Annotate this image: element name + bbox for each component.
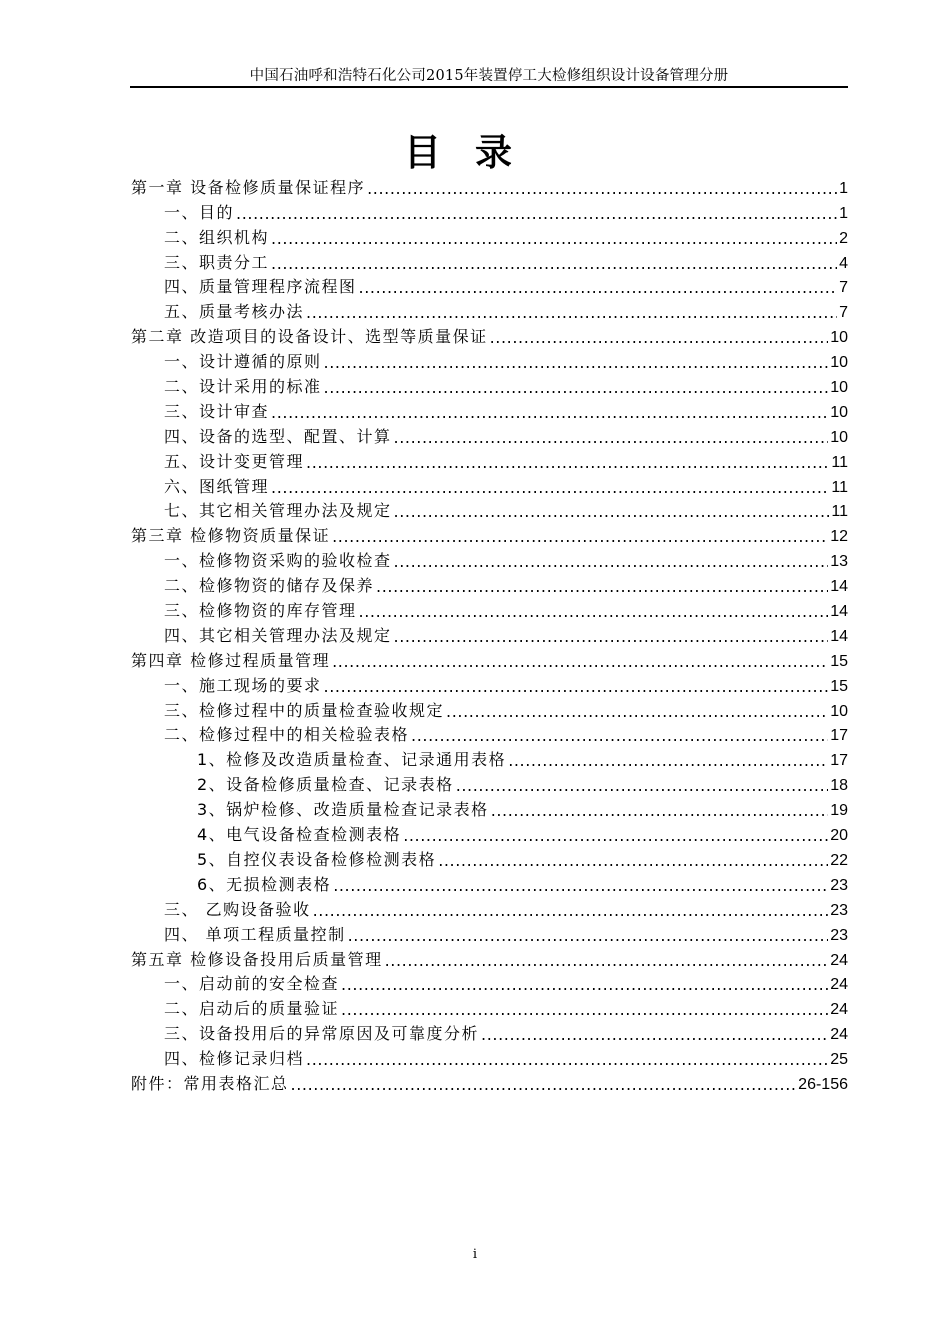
toc-entry[interactable] xyxy=(131,870,848,895)
toc-entry[interactable] xyxy=(131,273,848,298)
toc-dot-leader xyxy=(490,328,829,347)
toc-entry-title: 三、设备投用后的异常原因及可靠度分析 xyxy=(164,1024,480,1044)
toc-dot-leader xyxy=(332,652,828,671)
toc-entry-page: 26-156 xyxy=(798,1075,848,1093)
toc-entry-page: 11 xyxy=(831,478,848,496)
toc-dot-leader xyxy=(271,478,829,497)
toc-dot-leader xyxy=(411,726,828,745)
toc-dot-leader xyxy=(333,876,828,895)
toc-entry-title: 2、设备检修质量检查、记录表格 xyxy=(197,775,454,795)
toc-entry[interactable] xyxy=(131,422,848,447)
toc-entry-page: 23 xyxy=(830,926,848,944)
toc-entry[interactable] xyxy=(131,497,848,522)
toc-entry[interactable] xyxy=(131,970,848,995)
toc-entry-title: 二、设计采用的标准 xyxy=(164,377,322,397)
toc-entry[interactable] xyxy=(131,472,848,497)
toc-entry-page: 25 xyxy=(830,1051,848,1069)
toc-entry-page: 10 xyxy=(830,428,848,446)
toc-entry[interactable] xyxy=(131,994,848,1019)
toc-entry[interactable] xyxy=(131,297,848,322)
toc-entry-title: 四、设备的选型、配置、计算 xyxy=(164,426,392,446)
page-title: 目录 xyxy=(404,131,546,174)
toc-entry[interactable] xyxy=(131,546,848,571)
toc-entry-page: 7 xyxy=(839,304,848,322)
toc-entry-title: 一、检修物资采购的验收检查 xyxy=(164,551,392,571)
toc-dot-leader xyxy=(385,951,829,970)
toc-entry-page: 11 xyxy=(831,503,848,521)
toc-entry-page: 14 xyxy=(830,603,848,621)
toc-entry-title: 附件：常用表格汇总 xyxy=(131,1073,289,1093)
toc-entry-page: 10 xyxy=(830,329,848,347)
toc-dot-leader xyxy=(376,577,828,596)
toc-dot-leader xyxy=(359,278,838,297)
toc-entry-page: 12 xyxy=(830,528,848,546)
toc-entry-page: 22 xyxy=(830,851,848,869)
toc-entry[interactable] xyxy=(131,920,848,945)
toc-entry-page: 10 xyxy=(830,403,848,421)
toc-dot-leader xyxy=(306,1050,828,1069)
toc-dot-leader xyxy=(341,975,828,994)
toc-entry-page: 7 xyxy=(839,279,848,297)
toc-entry-title: 三、检修物资的库存管理 xyxy=(164,601,357,621)
toc-entry-page: 24 xyxy=(830,976,848,994)
toc-dot-leader xyxy=(291,1075,797,1094)
toc-entry-page: 15 xyxy=(830,652,848,670)
toc-entry-title: 四、检修记录归档 xyxy=(164,1049,305,1069)
toc-entry-title: 四、 单项工程质量控制 xyxy=(164,924,346,944)
toc-entry-page: 17 xyxy=(830,752,848,770)
toc-entry-title: 3、锅炉检修、改造质量检查记录表格 xyxy=(197,800,489,820)
toc-entry[interactable] xyxy=(131,372,848,397)
toc-entry-title: 二、启动后的质量验证 xyxy=(164,999,340,1019)
toc-dot-leader xyxy=(367,179,837,198)
toc-dot-leader xyxy=(313,901,829,920)
toc-entry-title: 四、质量管理程序流程图 xyxy=(164,277,357,297)
toc-entry-page: 4 xyxy=(839,254,848,272)
toc-entry[interactable] xyxy=(131,447,848,472)
toc-entry-title: 二、检修过程中的相关检验表格 xyxy=(164,725,410,745)
toc-entry-page: 1 xyxy=(839,179,848,197)
toc-dot-leader xyxy=(456,776,829,795)
toc-entry[interactable] xyxy=(131,721,848,746)
toc-dot-leader xyxy=(446,702,828,721)
toc-entry-page: 10 xyxy=(830,702,848,720)
toc-entry-page: 18 xyxy=(830,777,848,795)
toc-entry-page: 23 xyxy=(830,876,848,894)
toc-dot-leader xyxy=(324,378,829,397)
toc-dot-leader xyxy=(403,826,828,845)
toc-entry-title: 第一章 设备检修质量保证程序 xyxy=(131,177,366,197)
toc-entry[interactable] xyxy=(131,198,848,223)
toc-entry-page: 24 xyxy=(830,951,848,969)
toc-entry-title: 一、施工现场的要求 xyxy=(164,675,322,695)
toc-entry-title: 第五章 检修设备投用后质量管理 xyxy=(131,949,383,969)
toc-entry[interactable] xyxy=(131,322,848,347)
toc-entry[interactable] xyxy=(131,521,848,546)
toc-entry-title: 五、质量考核办法 xyxy=(164,302,305,322)
toc-entry-title: 第四章 检修过程质量管理 xyxy=(131,650,331,670)
header-rule xyxy=(130,86,848,88)
toc-entry[interactable] xyxy=(131,696,848,721)
toc-entry[interactable] xyxy=(131,397,848,422)
toc-entry-page: 1 xyxy=(839,204,848,222)
toc-entry[interactable] xyxy=(131,770,848,795)
toc-entry-page: 2 xyxy=(839,229,848,247)
toc-dot-leader xyxy=(508,751,828,770)
toc-entry-title: 4、电气设备检查检测表格 xyxy=(197,825,402,845)
toc-dot-leader xyxy=(359,602,829,621)
toc-entry-page: 23 xyxy=(830,901,848,919)
toc-entry-title: 6、无损检测表格 xyxy=(197,874,332,894)
toc-entry-page: 13 xyxy=(830,553,848,571)
table-of-contents xyxy=(131,173,848,1094)
toc-dot-leader xyxy=(332,527,828,546)
toc-entry[interactable] xyxy=(131,646,848,671)
toc-entry-title: 一、启动前的安全检查 xyxy=(164,974,340,994)
toc-entry-page: 19 xyxy=(830,802,848,820)
toc-entry[interactable] xyxy=(131,248,848,273)
toc-dot-leader xyxy=(394,428,829,447)
toc-entry-title: 二、检修物资的储存及保养 xyxy=(164,576,375,596)
toc-entry[interactable] xyxy=(131,795,848,820)
toc-dot-leader xyxy=(394,627,829,646)
toc-entry-title: 三、职责分工 xyxy=(164,252,270,272)
toc-entry-page: 11 xyxy=(831,453,848,471)
toc-entry[interactable] xyxy=(131,347,848,372)
toc-entry[interactable] xyxy=(131,895,848,920)
page-number: i xyxy=(472,1247,478,1262)
toc-entry-title: 二、组织机构 xyxy=(164,227,270,247)
toc-entry[interactable] xyxy=(131,820,848,845)
toc-dot-leader xyxy=(271,229,837,248)
toc-dot-leader xyxy=(324,353,829,372)
toc-entry-page: 20 xyxy=(830,827,848,845)
toc-entry[interactable] xyxy=(131,1044,848,1069)
toc-entry-title: 七、其它相关管理办法及规定 xyxy=(164,501,392,521)
toc-dot-leader xyxy=(394,502,830,521)
toc-entry-page: 24 xyxy=(830,1026,848,1044)
toc-entry-page: 17 xyxy=(830,727,848,745)
toc-dot-leader xyxy=(306,453,829,472)
toc-entry-title: 一、目的 xyxy=(164,202,235,222)
toc-entry[interactable] xyxy=(131,845,848,870)
toc-entry-title: 五、设计变更管理 xyxy=(164,451,305,471)
running-header: 中国石油呼和浩特石化公司2015年装置停工大检修组织设计设备管理分册 xyxy=(249,68,729,84)
toc-entry[interactable] xyxy=(131,945,848,970)
toc-entry[interactable] xyxy=(131,1069,848,1094)
toc-entry[interactable] xyxy=(131,621,848,646)
toc-entry-title: 三、设计审查 xyxy=(164,401,270,421)
toc-dot-leader xyxy=(341,1000,828,1019)
toc-dot-leader xyxy=(236,204,837,223)
toc-entry-title: 第二章 改造项目的设备设计、选型等质量保证 xyxy=(131,327,488,347)
toc-entry[interactable] xyxy=(131,1019,848,1044)
toc-entry-title: 三、检修过程中的质量检查验收规定 xyxy=(164,700,445,720)
toc-dot-leader xyxy=(271,254,837,273)
toc-entry-title: 第三章 检修物资质量保证 xyxy=(131,526,331,546)
toc-entry-title: 三、 乙购设备验收 xyxy=(164,899,311,919)
toc-entry[interactable] xyxy=(131,745,848,770)
toc-entry-title: 六、图纸管理 xyxy=(164,476,270,496)
toc-entry-page: 10 xyxy=(830,379,848,397)
toc-entry-page: 10 xyxy=(830,354,848,372)
toc-entry[interactable] xyxy=(131,223,848,248)
toc-dot-leader xyxy=(481,1025,828,1044)
toc-entry-page: 24 xyxy=(830,1001,848,1019)
toc-dot-leader xyxy=(271,403,828,422)
toc-entry-title: 四、其它相关管理办法及规定 xyxy=(164,625,392,645)
toc-dot-leader xyxy=(438,851,828,870)
toc-entry-title: 5、自控仪表设备检修检测表格 xyxy=(197,849,437,869)
toc-entry-title: 一、设计遵循的原则 xyxy=(164,352,322,372)
toc-entry[interactable] xyxy=(131,596,848,621)
toc-entry-title: 1、检修及改造质量检查、记录通用表格 xyxy=(197,750,507,770)
toc-entry[interactable] xyxy=(131,173,848,198)
toc-dot-leader xyxy=(394,552,829,571)
toc-dot-leader xyxy=(348,926,829,945)
toc-dot-leader xyxy=(491,801,829,820)
toc-entry-page: 14 xyxy=(830,578,848,596)
toc-dot-leader xyxy=(324,677,829,696)
toc-entry-page: 15 xyxy=(830,677,848,695)
toc-dot-leader xyxy=(306,303,837,322)
toc-entry[interactable] xyxy=(131,571,848,596)
toc-entry[interactable] xyxy=(131,671,848,696)
toc-entry-page: 14 xyxy=(830,627,848,645)
